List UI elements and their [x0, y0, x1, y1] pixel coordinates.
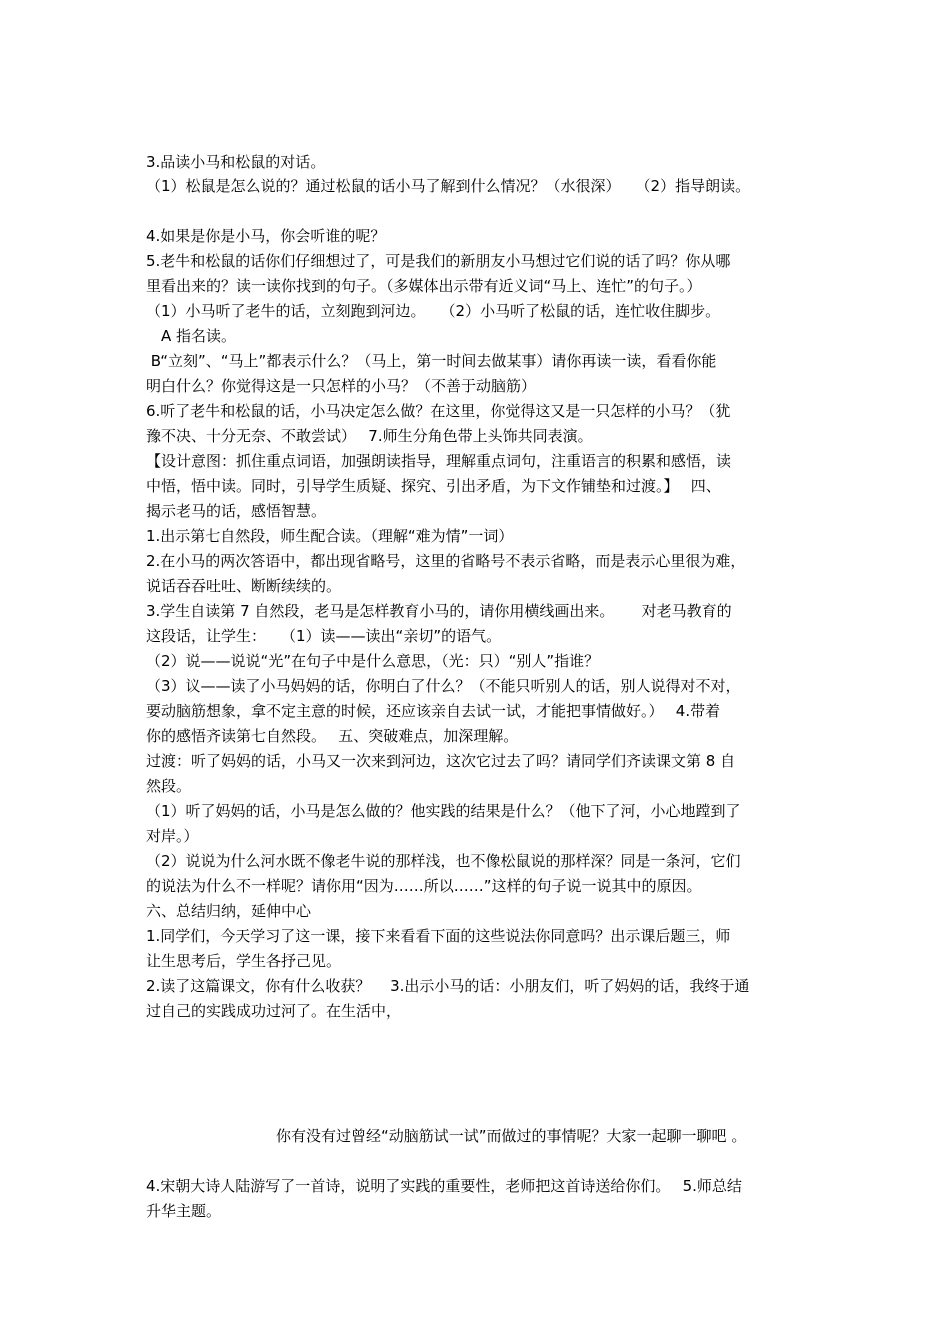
- text-line: （3）议——读了小马妈妈的话，你明白了什么？（不能只听别人的话，别人说得对不对，: [146, 677, 741, 695]
- text-line: 3.品读小马和松鼠的对话。: [146, 153, 326, 171]
- text-line: （2）说——说说“光”在句子中是什么意思，（光：只）“别人”指谁？: [146, 652, 600, 670]
- text-line: 这段话，让学生： （1）读——读出“亲切”的语气。: [146, 627, 502, 645]
- text-line: 要动脑筋想象，拿不定主意的时候，还应该亲自去试一试，才能把事情做好。） 4.带着: [146, 702, 721, 720]
- text-line: 2.在小马的两次答语中，都出现省略号，这里的省略号不表示省略，而是表示心里很为难，: [146, 552, 746, 570]
- text-line: （2）说说为什么河水既不像老牛说的那样浅，也不像松鼠说的那样深？同是一条河，它们: [146, 852, 741, 870]
- text-line: 里看出来的？读一读你找到的句子。（多媒体出示带有近义词“马上、连忙”的句子。）: [146, 277, 702, 295]
- text-line: 明白什么？你觉得这是一只怎样的小马？（不善于动脑筋）: [146, 377, 537, 395]
- text-line: 过自己的实践成功过河了。在生活中，: [146, 1002, 402, 1020]
- text-line: （1）松鼠是怎么说的？通过松鼠的话小马了解到什么情况？（水很深） （2）指导朗读。: [146, 177, 751, 195]
- text-line: 你的感悟齐读第七自然段。 五、突破难点，加深理解。: [146, 727, 519, 745]
- text-line: 4.如果是你是小马，你会听谁的呢？: [146, 227, 386, 245]
- text-line: 1.出示第七自然段，师生配合读。（理解“难为情”一词）: [146, 527, 514, 545]
- text-line: B“立刻”、“马上”都表示什么？（马上，第一时间去做某事）请你再读一读，看看你能: [146, 352, 717, 370]
- text-line: 豫不决、十分无奈、不敢尝试） 7.师生分角色带上头饰共同表演。: [146, 427, 593, 445]
- text-line: 对岸。）: [146, 827, 199, 845]
- text-line: （1）听了妈妈的话，小马是怎么做的？他实践的结果是什么？（他下了河，小心地蹚到了: [146, 802, 741, 820]
- text-line: 升华主题。: [146, 1202, 222, 1220]
- design-intent-line: 中悟，悟中读。同时，引导学生质疑、探究、引出矛盾，为下文作铺垫和过渡。】 四、: [146, 477, 721, 495]
- text-line: （1）小马听了老牛的话，立刻跑到河边。 （2）小马听了松鼠的话，连忙收住脚步。: [146, 302, 721, 320]
- text-line: 过渡：听了妈妈的话，小马又一次来到河边，这次它过去了吗？请同学们齐读课文第 8 自: [146, 752, 736, 770]
- text-line: A 指名读。: [146, 327, 237, 345]
- text-line: 让生思考后，学生各抒己见。: [146, 952, 342, 970]
- section-heading: 揭示老马的话，感悟智慧。: [146, 502, 327, 520]
- design-intent-line: 【设计意图：抓住重点词语，加强朗读指导，理解重点词句，注重语言的积累和感悟，读: [146, 452, 732, 470]
- text-line: 然段。: [146, 777, 192, 795]
- text-line: 3.学生自读第 7 自然段，老马是怎样教育小马的，请你用横线画出来。 对老马教育的: [146, 602, 732, 620]
- text-line: 6.听了老牛和松鼠的话，小马决定怎么做？在这里，你觉得这又是一只怎样的小马？（犹: [146, 402, 731, 420]
- text-line: 5.老牛和松鼠的话你们仔细想过了，可是我们的新朋友小马想过它们说的话了吗？你从哪: [146, 252, 731, 270]
- text-line: 4.宋朝大诗人陆游写了一首诗，说明了实践的重要性，老师把这首诗送给你们。 5.师总结: [146, 1177, 742, 1195]
- section-heading: 六、总结归纳，延伸中心: [146, 902, 312, 920]
- text-line: 说话吞吞吐吐、断断续续的。: [146, 577, 342, 595]
- text-line: 1.同学们，今天学习了这一课，接下来看看下面的这些说法你同意吗？出示课后题三，师: [146, 927, 731, 945]
- text-line: 你有没有过曾经“动脑筋试一试”而做过的事情呢？大家一起聊一聊吧 。: [276, 1127, 747, 1145]
- text-line: 的说法为什么不一样呢？请你用“因为……所以……”这样的句子说一说其中的原因。: [146, 877, 702, 895]
- text-line: 2.读了这篇课文，你有什么收获？ 3.出示小马的话：小朋友们，听了妈妈的话，我终于通: [146, 977, 750, 995]
